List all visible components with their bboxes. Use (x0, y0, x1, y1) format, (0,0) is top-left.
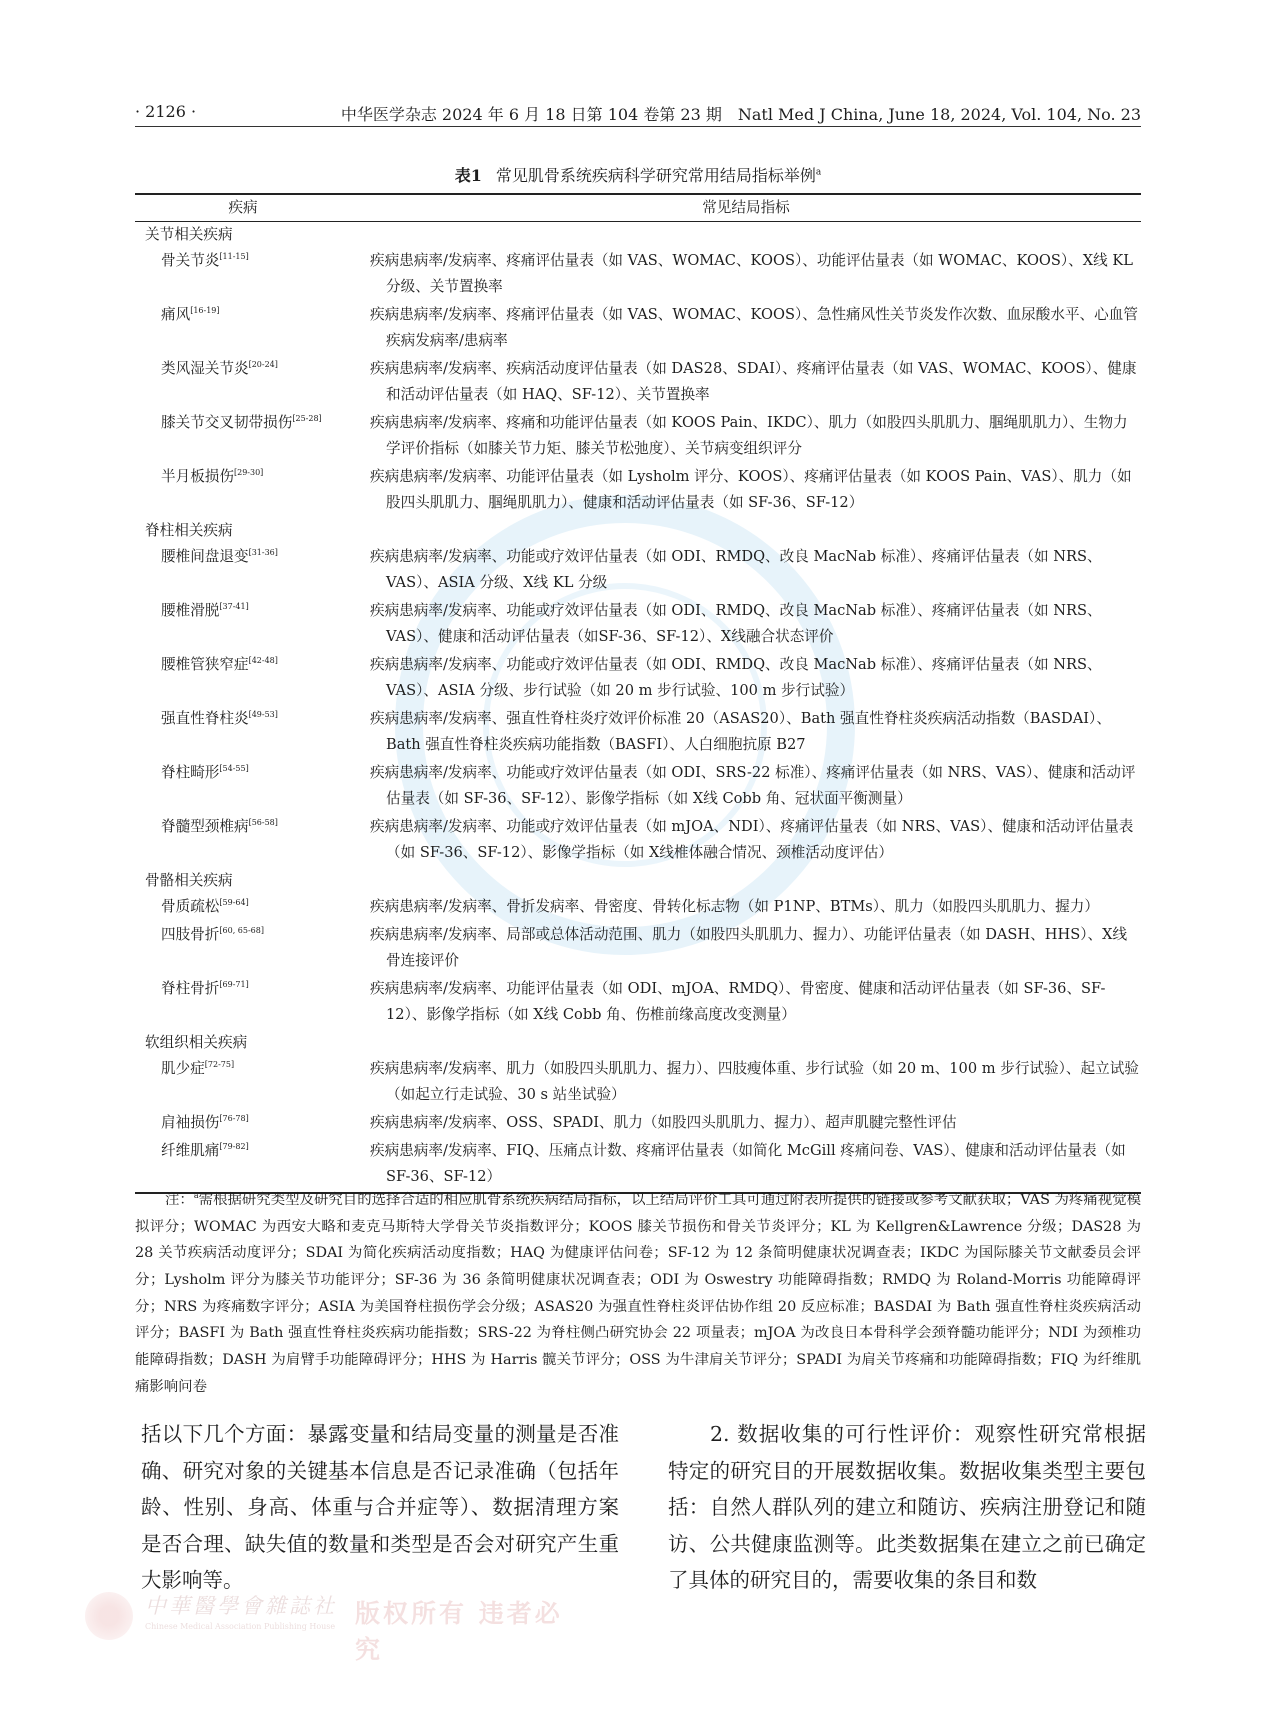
disease-cell (135, 356, 351, 410)
disease-name: 半月板损伤 (161, 468, 234, 485)
table-row (135, 544, 1141, 598)
indicators-text: 疾病患病率/发病率、骨折发病率、骨密度、骨转化标志物（如 P1NP、BTMs）、肌力（如股四头肌肌力、握力） (370, 898, 1099, 915)
disease-name: 四肢骨折 (161, 926, 220, 943)
table-row (135, 1056, 1141, 1110)
category-label: 软组织相关疾病 (145, 1034, 248, 1051)
table-title (135, 163, 1141, 186)
table-title-mark: a (815, 167, 822, 178)
column-header-disease: 疾病 (135, 194, 351, 222)
table-header-row (135, 194, 1141, 222)
table-row (135, 302, 1141, 356)
indicators-cell (351, 976, 1141, 1030)
disease-name: 强直性脊柱炎 (161, 710, 249, 727)
disease-cell (135, 976, 351, 1030)
disease-name: 脊髓型颈椎病 (161, 818, 249, 835)
indicators-text: 疾病患病率/发病率、功能或疗效评估量表（如 ODI、SRS-22 标准）、疼痛评估量表（如 NRS、VAS）、健康和活动评估量表（如 SF-36、SF-12）、影像学指标（如 X线 Cobb 角、冠状面平衡测量） (370, 764, 1136, 807)
publisher-name-en: Chinese Medical Association Publishing House (145, 1622, 336, 1631)
disease-cell (135, 706, 351, 760)
indicators-cell (351, 248, 1141, 302)
disease-cell (135, 598, 351, 652)
disease-name: 腰椎滑脱 (161, 602, 220, 619)
disease-name: 骨质疏松 (161, 898, 220, 915)
indicators-cell (351, 760, 1141, 814)
outcome-table (135, 193, 1141, 1194)
category-row (135, 222, 1141, 249)
indicators-cell (351, 356, 1141, 410)
reference-citation: [20-24] (248, 360, 278, 369)
disease-name: 肌少症 (161, 1060, 205, 1077)
indicators-cell (351, 652, 1141, 706)
table-row (135, 410, 1141, 464)
running-head (135, 100, 1141, 127)
table-body (135, 222, 1141, 1194)
indicators-text: 疾病患病率/发病率、局部或总体活动范围、肌力（如股四头肌肌力、握力）、功能评估量表（如 DASH、HHS）、X线骨连接评价 (370, 926, 1128, 969)
indicators-text: 疾病患病率/发病率、功能或疗效评估量表（如 ODI、RMDQ、改良 MacNab 标准）、疼痛评估量表（如 NRS、VAS）、ASIA 分级、X线 KL 分级 (370, 548, 1102, 591)
reference-citation: [56-58] (248, 818, 278, 827)
indicators-cell (351, 410, 1141, 464)
indicators-cell (351, 814, 1141, 868)
indicators-text: 疾病患病率/发病率、功能或疗效评估量表（如 mJOA、NDI）、疼痛评估量表（如 NRS、VAS）、健康和活动评估量表（如 SF-36、SF-12）、影像学指标（如 X线椎体融合情况、颈椎活动度评估） (370, 818, 1134, 861)
disease-name: 类风湿关节炎 (161, 360, 249, 377)
table-row (135, 1110, 1141, 1138)
journal-citation: 中华医学杂志 2024 年 6 月 18 日第 104 卷第 23 期 Natl Med J China, June 18, 2024, Vol. 104, No. 23 (340, 105, 1141, 124)
category-row (135, 868, 1141, 894)
reference-citation: [59-64] (219, 898, 249, 907)
note-text: 需根据研究类型及研究目的选择合适的相应肌骨系统疾病结局指标，以上结局评价工具可通过附表所提供的链接或参考文献获取；VAS 为疼痛视觉模拟评分；WOMAC 为西安大略和麦克马斯特大学骨关节炎指数评分；KOOS 膝关节损伤和骨关节炎评分；KL 为 Kellgren&Lawrence 分级；DAS28 为 28 关节疾病活动度评分；SDAI 为简化疾病活动度指数；HAQ 为健康评估问卷；SF-12 为 12 条简明健康状况调查表；IKDC 为国际膝关节文献委员会评分；Lysholm 评分为膝关节功能评分；SF-36 为 36 条简明健康状况调查表；ODI 为 Oswestry 功能障碍指数；RMDQ 为 Roland-Morris 功能障碍评分；NRS 为疼痛数字评分；ASIA 为美国脊柱损伤学会分级；ASAS20 为强直性脊柱炎评估协作组 20 反应标准；BASDAI 为 Bath 强直性脊柱炎疾病活动评分；BASFI 为 Bath 强直性脊柱炎疾病功能指数；SRS-22 为脊柱侧凸研究协会 22 项量表；mJOA 为改良日本骨科学会颈脊髓功能评分；NDI 为颈椎功能障碍指数；DASH 为肩臂手功能障碍评分；HHS 为 Harris 髋关节评分；OSS 为牛津肩关节评分；SPADI 为肩关节疼痛和功能障碍指数；FIQ 为纤维肌痛影响问卷 (135, 1191, 1141, 1395)
category-label: 骨骼相关疾病 (145, 872, 233, 889)
page-number: · 2126 · (135, 102, 197, 121)
disease-name: 膝关节交叉韧带损伤 (161, 414, 293, 431)
disease-cell (135, 248, 351, 302)
reference-citation: [11-15] (219, 252, 249, 261)
indicators-text: 疾病患病率/发病率、疼痛和功能评估量表（如 KOOS Pain、IKDC）、肌力（如股四头肌肌力、腘绳肌肌力）、生物力学评价指标（如膝关节力矩、膝关节松弛度）、关节病变组织评分 (370, 414, 1128, 457)
reference-citation: [42-48] (248, 656, 278, 665)
indicators-text: 疾病患病率/发病率、疼痛评估量表（如 VAS、WOMAC、KOOS）、功能评估量表（如 WOMAC、KOOS）、X线 KL 分级、关节置换率 (370, 252, 1133, 295)
disease-cell (135, 464, 351, 518)
disease-name: 脊柱畸形 (161, 764, 220, 781)
category-row (135, 518, 1141, 544)
indicators-cell (351, 464, 1141, 518)
indicators-cell (351, 922, 1141, 976)
publisher-name: 中華醫學會雜誌社 (145, 1594, 337, 1618)
indicators-cell (351, 544, 1141, 598)
table-row (135, 464, 1141, 518)
disease-cell (135, 1056, 351, 1110)
disease-cell (135, 894, 351, 922)
indicators-cell (351, 1056, 1141, 1110)
note-mark: a (193, 1191, 199, 1200)
disease-cell (135, 760, 351, 814)
disease-name: 肩袖损伤 (161, 1114, 220, 1131)
table-title-text: 常见肌骨系统疾病科学研究常用结局指标举例 (495, 166, 816, 185)
table-row (135, 356, 1141, 410)
table-row (135, 922, 1141, 976)
disease-cell (135, 544, 351, 598)
disease-name: 腰椎间盘退变 (161, 548, 249, 565)
disease-cell (135, 652, 351, 706)
disease-name: 痛风 (161, 306, 191, 323)
indicators-text: 疾病患病率/发病率、强直性脊柱炎疗效评价标准 20（ASAS20）、Bath 强直性脊柱炎疾病活动指数（BASDAI）、Bath 强直性脊柱炎疾病功能指数（BASFI）、人白细胞抗原 B27 (370, 710, 1111, 753)
table-row (135, 598, 1141, 652)
disease-cell (135, 1110, 351, 1138)
table-row (135, 248, 1141, 302)
indicators-text: 疾病患病率/发病率、OSS、SPADI、肌力（如股四头肌肌力、握力）、超声肌腱完整性评估 (370, 1114, 957, 1131)
category-row (135, 1030, 1141, 1056)
reference-citation: [29-30] (233, 468, 264, 477)
reference-citation: [37-41] (219, 602, 249, 611)
disease-name: 脊柱骨折 (161, 980, 220, 997)
table-row (135, 976, 1141, 1030)
reference-citation: [25-28] (292, 414, 322, 423)
table-row (135, 706, 1141, 760)
indicators-cell (351, 706, 1141, 760)
disease-cell (135, 302, 351, 356)
reference-citation: [54-55] (219, 764, 249, 773)
disease-name: 骨关节炎 (161, 252, 220, 269)
disease-cell (135, 814, 351, 868)
indicators-text: 疾病患病率/发病率、疼痛评估量表（如 VAS、WOMAC、KOOS）、急性痛风性关节炎发作次数、血尿酸水平、心血管疾病发病率/患病率 (370, 306, 1138, 349)
disease-cell (135, 410, 351, 464)
indicators-cell (351, 302, 1141, 356)
copyright-notice: 版权所有 违者必究 (355, 1599, 563, 1664)
indicators-text: 疾病患病率/发病率、FIQ、压痛点计数、疼痛评估量表（如简化 McGill 疼痛问卷、VAS）、健康和活动评估量表（如 SF-36、SF-12） (370, 1142, 1126, 1185)
reference-citation: [16-19] (190, 306, 220, 315)
category-label: 关节相关疾病 (145, 226, 233, 243)
note-prefix: 注： (165, 1191, 194, 1208)
publisher-logo-icon (85, 1592, 133, 1640)
disease-name: 纤维肌痛 (161, 1142, 220, 1159)
indicators-text: 疾病患病率/发病率、功能评估量表（如 Lysholm 评分、KOOS）、疼痛评估量表（如 KOOS Pain、VAS）、肌力（如股四头肌肌力、腘绳肌肌力）、健康和活动评估量表（如 SF-36、SF-12） (370, 468, 1132, 511)
reference-citation: [60, 65-68] (219, 926, 264, 935)
reference-citation: [79-82] (219, 1142, 249, 1151)
indicators-text: 疾病患病率/发病率、功能评估量表（如 ODI、mJOA、RMDQ）、骨密度、健康和活动评估量表（如 SF-36、SF-12）、影像学指标（如 X线 Cobb 角、伤椎前缘高度改变测量） (370, 980, 1106, 1023)
reference-citation: [76-78] (219, 1114, 249, 1123)
indicators-cell (351, 598, 1141, 652)
body-text-left-column: 括以下几个方面：暴露变量和结局变量的测量是否准确、研究对象的关键基本信息是否记录准确（包括年龄、性别、身高、体重与合并症等）、数据清理方案是否合理、缺失值的数量和类型是否会对研究产生重大影响等。 (141, 1422, 619, 1592)
indicators-text: 疾病患病率/发病率、功能或疗效评估量表（如 ODI、RMDQ、改良 MacNab 标准）、疼痛评估量表（如 NRS、VAS）、ASIA 分级、步行试验（如 20 m 步行试验、100 m 步行试验） (370, 656, 1102, 699)
indicators-text: 疾病患病率/发病率、肌力（如股四头肌肌力、握力）、四肢瘦体重、步行试验（如 20 m、100 m 步行试验）、起立试验（如起立行走试验、30 s 站坐试验） (370, 1060, 1139, 1103)
table-row (135, 894, 1141, 922)
reference-citation: [69-71] (219, 980, 249, 989)
table-note (135, 1183, 1141, 1400)
indicators-cell (351, 894, 1141, 922)
category-label: 脊柱相关疾病 (145, 522, 233, 539)
column-header-indicators: 常见结局指标 (351, 194, 1141, 222)
body-text-right-column: 2. 数据收集的可行性评价：观察性研究常根据特定的研究目的开展数据收集。数据收集类型主要包括：自然人群队列的建立和随访、疾病注册登记和随访、公共健康监测等。此类数据集在建立之前已确定了具体的研究目的，需要收集的条目和数 (668, 1422, 1146, 1592)
indicators-text: 疾病患病率/发病率、疾病活动度评估量表（如 DAS28、SDAI）、疼痛评估量表（如 VAS、WOMAC、KOOS）、健康和活动评估量表（如 HAQ、SF-12）、关节置换率 (370, 360, 1137, 403)
table-label: 表1 (454, 166, 482, 185)
reference-citation: [31-36] (248, 548, 278, 557)
table-row (135, 814, 1141, 868)
table-row (135, 760, 1141, 814)
table-row (135, 652, 1141, 706)
disease-name: 腰椎管狭窄症 (161, 656, 249, 673)
disease-cell (135, 922, 351, 976)
indicators-text: 疾病患病率/发病率、功能或疗效评估量表（如 ODI、RMDQ、改良 MacNab 标准）、疼痛评估量表（如 NRS、VAS）、健康和活动评估量表（如SF-36、SF-12）、X线融合状态评价 (370, 602, 1102, 645)
reference-citation: [49-53] (248, 710, 278, 719)
reference-citation: [72-75] (204, 1060, 235, 1069)
indicators-cell (351, 1110, 1141, 1138)
